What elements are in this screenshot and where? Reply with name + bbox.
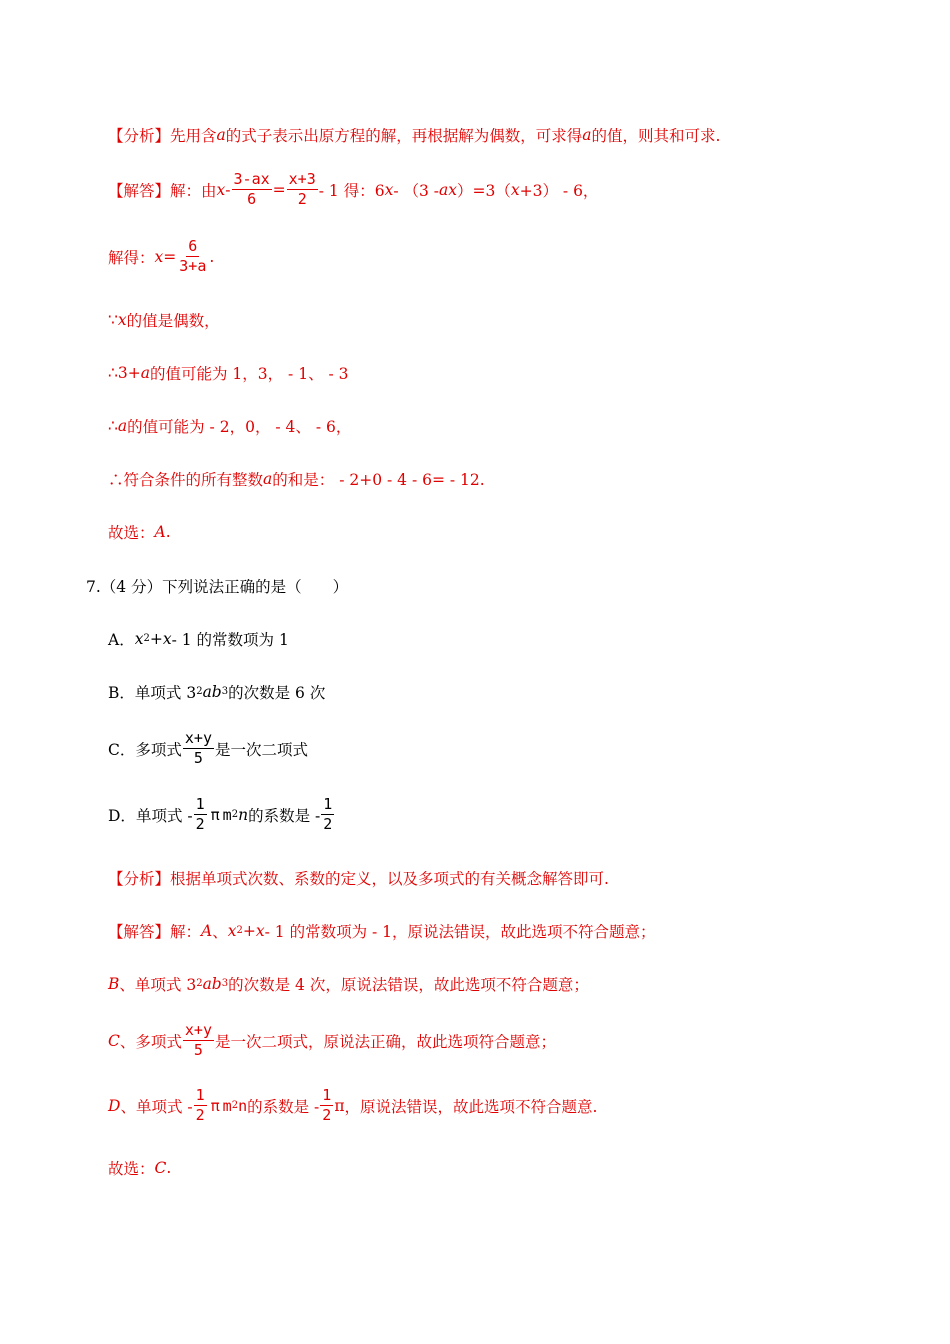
fraction [177, 237, 208, 276]
text: 根据单项式次数、系数的定义，以及多项式的有关概念解答即可. [170, 870, 609, 888]
text: 单项式 3 [134, 684, 197, 702]
var-x: x [384, 180, 394, 199]
var-ax: ax [439, 180, 458, 199]
numerator: x+y [184, 729, 212, 747]
option-ref: A [201, 922, 213, 940]
text: 解：由 [170, 181, 217, 200]
denominator: 2 [322, 1106, 332, 1124]
text: 的式子表示出原方程的解，再根据解为偶数，可求得 [225, 127, 583, 145]
var-a: a [263, 470, 273, 488]
fraction [194, 1086, 207, 1125]
var-x: x [117, 311, 127, 329]
text: - [225, 180, 231, 199]
q6-solved [108, 237, 214, 276]
q6-analysis [108, 124, 720, 146]
denominator: 6 [247, 190, 257, 208]
option-ref: C [108, 1031, 120, 1050]
fraction [232, 170, 272, 209]
numerator: 1 [323, 795, 333, 813]
text: ，原说法错误，故此选项不符合题意. [344, 1097, 598, 1116]
text: = [272, 180, 286, 199]
option-label: C． [108, 740, 136, 759]
q7-solution-d: D 、单项式 - $\frac{1}{2}$ π m 2 n 的系数是 - $\frac{1}{2}$ π ，原说法错误，故此选项不符合题意. [108, 1086, 598, 1124]
question-stem: 7.（4 分）下列说法正确的是（ ） [86, 578, 349, 596]
numerator: x+y [184, 1021, 212, 1039]
denominator: 2 [323, 815, 333, 833]
text: 多项式 [135, 740, 182, 759]
text: - 1 的常数项为 1 [171, 631, 289, 649]
pi-symbol: π [210, 805, 220, 824]
q7-solution-c [108, 1021, 556, 1060]
text: ）=3（ [457, 181, 511, 200]
pi-symbol: π [210, 1096, 220, 1115]
text: 的值可能为 - 2，0， - 4、 - 6， [127, 418, 352, 436]
q7-analysis [108, 867, 609, 889]
text: ∴ [108, 417, 118, 435]
option-label: B． [108, 684, 135, 702]
var-n: n [238, 805, 249, 824]
text: . [166, 1159, 172, 1177]
q7-option-b: B． 单项式 3 2 ab 3 的次数是 6 次 [108, 683, 326, 702]
text: 的次数是 4 次，原说法错误，故此选项不符合题意； [228, 976, 589, 994]
var-x: x [134, 630, 144, 648]
fraction [183, 1021, 214, 1060]
pi-symbol: π [334, 1096, 345, 1115]
text: . [165, 523, 171, 541]
q6-line-2 [108, 415, 351, 437]
text: 解得： [108, 248, 155, 267]
text: 、 [212, 923, 228, 941]
var-m: m [222, 1096, 232, 1115]
denominator: 5 [193, 749, 203, 767]
text: 是一次二项式，原说法正确，故此选项符合题意； [214, 1032, 556, 1051]
var-x: x [216, 180, 226, 199]
q6-solution [108, 170, 598, 209]
var-x: x [162, 630, 172, 648]
var-ab: ab [202, 683, 222, 701]
text: 的值，则其和可求. [591, 127, 721, 145]
text: 、单项式 3 [119, 976, 197, 994]
text: 的系数是 - [248, 806, 321, 825]
analysis-tag: 【分析】 [108, 127, 171, 145]
text: 、多项式 [119, 1032, 182, 1051]
q7-option-c [108, 729, 308, 768]
option-ref: B [108, 975, 120, 993]
text: . [209, 247, 215, 266]
text: + [149, 630, 163, 648]
solution-tag: 【解答】 [108, 923, 171, 941]
var-a: a [140, 364, 150, 382]
text: 故选： [108, 1160, 155, 1178]
denominator: 5 [193, 1041, 203, 1059]
var-x: x [255, 922, 265, 940]
denominator: 2 [195, 815, 205, 833]
text: +3） - 6， [519, 181, 599, 200]
q7-solution-a: 【解答】 解： A 、 x 2 + x - 1 的常数项为 - 1，原说法错误，故此选项不符合题意； [108, 922, 656, 941]
text: ∴符合条件的所有整数 [108, 471, 264, 489]
text: 是一次二项式 [214, 740, 308, 759]
denominator: 2 [195, 1106, 205, 1124]
var-a: a [216, 126, 226, 144]
text: 的值是偶数， [126, 312, 220, 330]
text: 的系数是 - [247, 1097, 320, 1116]
denominator: 2 [297, 190, 307, 208]
var-a: a [117, 417, 128, 435]
answer-option: C [154, 1159, 167, 1177]
q6-line-1 [108, 362, 349, 384]
var-x: x [154, 247, 164, 266]
fraction [194, 795, 207, 834]
var-n: n [238, 1096, 248, 1115]
text: 单项式 - [135, 806, 193, 825]
text: = [163, 247, 177, 266]
numerator: 3-ax [233, 170, 270, 188]
fraction [183, 729, 214, 768]
text: 的次数是 6 次 [228, 684, 326, 702]
numerator: 1 [322, 1086, 332, 1104]
fraction [321, 795, 334, 834]
q7-option-a: A． x 2 + x - 1 的常数项为 1 [108, 630, 289, 649]
text: 的值可能为 1，3， - 1、 - 3 [149, 365, 349, 383]
text: ∴3+ [108, 364, 141, 382]
fraction [287, 170, 318, 209]
analysis-tag: 【分析】 [108, 870, 171, 888]
text: 先用含 [170, 127, 217, 145]
option-ref: D [108, 1096, 121, 1115]
var-x: x [510, 180, 520, 199]
numerator: 6 [188, 237, 198, 255]
var-ab: ab [202, 975, 222, 993]
text: 故选： [108, 524, 155, 542]
q6-answer [108, 521, 171, 543]
option-label: D． [108, 806, 136, 825]
solution-tag: 【解答】 [108, 181, 171, 200]
text: - 1 的常数项为 - 1，原说法错误，故此选项不符合题意； [264, 923, 656, 941]
var-x: x [227, 922, 237, 940]
text: 的和是： - 2+0 - 4 - 6= - 12. [272, 471, 485, 489]
text: - 1 得：6 [318, 181, 385, 200]
q6-even [108, 309, 220, 331]
option-label: A． [108, 631, 135, 649]
var-m: m [222, 805, 232, 824]
q7-answer [108, 1157, 171, 1179]
text: ∵ [108, 311, 118, 329]
text: + [242, 922, 256, 940]
numerator: 1 [195, 795, 205, 813]
answer-option: A [154, 523, 166, 541]
text: 解： [170, 923, 202, 941]
denominator: 3+a [179, 257, 207, 275]
q7-stem [86, 575, 348, 597]
q6-line-3 [108, 468, 485, 490]
var-a: a [582, 126, 592, 144]
text: - （3 - [393, 181, 440, 200]
numerator: 1 [195, 1086, 205, 1104]
fraction [320, 1086, 333, 1125]
numerator: x+3 [288, 170, 316, 188]
text: 、单项式 - [120, 1097, 193, 1116]
q7-solution-b: B 、单项式 3 2 ab 3 的次数是 4 次，原说法错误，故此选项不符合题意； [108, 975, 589, 994]
q7-option-d: D． 单项式 - $\frac{1}{2}$ π m 2 n 的系数是 - $\frac{1}{2}$ [108, 795, 333, 833]
